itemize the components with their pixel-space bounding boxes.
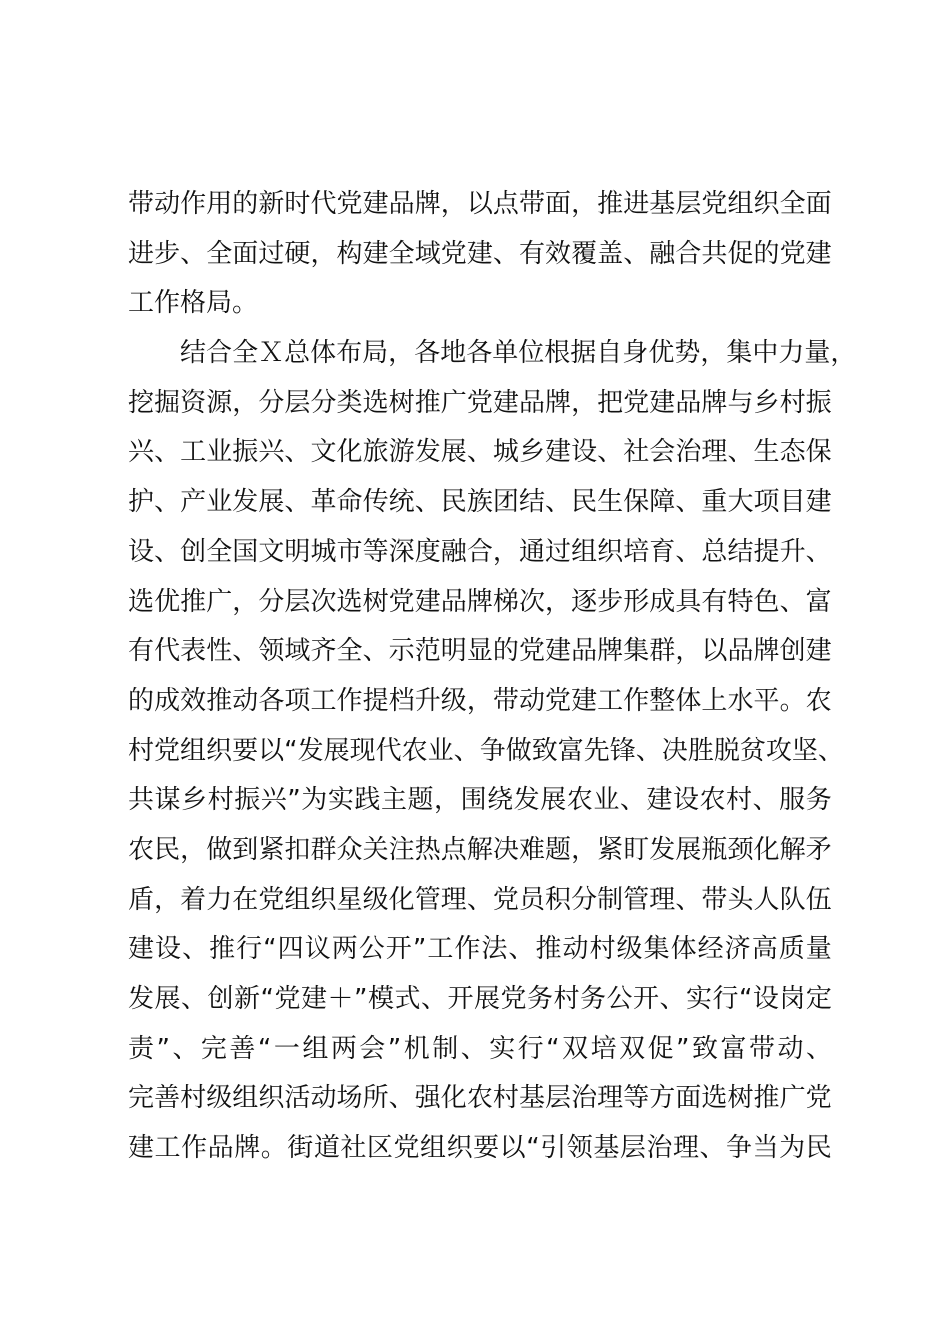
text-line: 工作格局。 <box>128 288 259 319</box>
text-line: 完 善 村 级 组 织 活 动 场 所 、 强 化 农 村 基 层 治 理 等 方 面 选 树 推 广 党 <box>128 1083 832 1114</box>
text-line: 兴 、 工 业 振 兴 、 文 化 旅 游 发 展 、 城 乡 建 设 、 社 会 治 理 、 生 态 保 <box>128 437 832 468</box>
body-text <box>128 180 857 1174</box>
text-line: 带 动 作 用 的 新 时 代 党 建 品 牌 ， 以 点 带 面 ， 推 进 基 层 党 组 织 全 面 <box>128 189 832 219</box>
text-line: 护 、 产 业 发 展 、 革 命 传 统 、 民 族 团 结 、 民 生 保 障 、 重 大 项 目 建 <box>128 487 832 518</box>
text-line: 农 民 ， 做 到 紧 扣 群 众 关 注 热 点 解 决 难 题 ， 紧 盯 发 展 瓶 颈 化 解 矛 <box>128 834 832 865</box>
text-line: 有 代 表 性 、 领 域 齐 全 、 示 范 明 显 的 党 建 品 牌 集 群 ， 以 品 牌 创 建 <box>128 636 832 667</box>
text-line: 建 设 、 推 行 “ 四 议 两 公 开 ” 工 作 法 、 推 动 村 级 集 体 经 济 高 质 量 <box>128 934 832 965</box>
text-line: 选 优 推 广 ， 分 层 次 选 树 党 建 品 牌 梯 次 ， 逐 步 形 成 具 有 特 色 、 富 <box>128 586 832 617</box>
text-line: 设 、 创 全 国 文 明 城 市 等 深 度 融 合 ， 通 过 组 织 培 育 、 总 结 提 升 、 <box>128 536 832 567</box>
text-line: 村 党 组 织 要 以 “ 发 展 现 代 农 业 、 争 做 致 富 先 锋 、 决 胜 脱 贫 攻 坚 、 <box>128 735 844 766</box>
text-line: 的 成 效 推 动 各 项 工 作 提 档 升 级 ， 带 动 党 建 工 作 整 体 上 水 平 。 农 <box>128 685 832 716</box>
text-line: 进 步 、 全 面 过 硬 ， 构 建 全 域 党 建 、 有 效 覆 盖 、 融 合 共 促 的 党 建 <box>128 238 832 269</box>
text-line: 责 ” 、 完 善 “ 一 组 两 会 ” 机 制 、 实 行 “ 双 培 双 促 ” 致 富 带 动 、 <box>128 1033 832 1064</box>
text-line: 发 展 、 创 新 “ 党 建 ＋ ” 模 式 、 开 展 党 务 村 务 公 开 、 实 行 “ 设 岗 定 <box>128 984 832 1014</box>
text-line: 结 合 全 Ｘ 总 体 布 局 ， 各 地 各 单 位 根 据 自 身 优 势 ， 集 中 力 量 ， <box>180 338 857 369</box>
text-line: 共 谋 乡 村 振 兴 ” 为 实 践 主 题 ， 围 绕 发 展 农 业 、 建 设 农 村 、 服 务 <box>128 785 832 816</box>
text-line: 盾 ， 着 力 在 党 组 织 星 级 化 管 理 、 党 员 积 分 制 管 理 、 带 头 人 队 伍 <box>128 884 832 915</box>
text-line: 建 工 作 品 牌 。 街 道 社 区 党 组 织 要 以 “ 引 领 基 层 治 理 、 争 当 为 民 <box>128 1133 832 1164</box>
text-line: 挖 掘 资 源 ， 分 层 分 类 选 树 推 广 党 建 品 牌 ， 把 党 建 品 牌 与 乡 村 振 <box>128 387 832 418</box>
